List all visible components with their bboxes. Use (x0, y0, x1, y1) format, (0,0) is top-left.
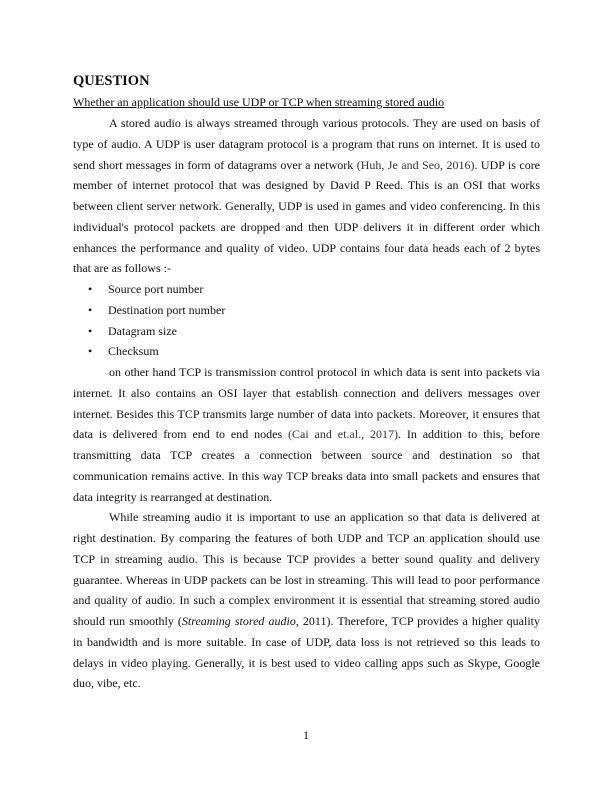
paragraph-1 (73, 113, 540, 279)
list-item (73, 321, 540, 342)
text-segment: data is delivered from end to end nodes (73, 427, 288, 442)
bullet-list (73, 279, 540, 362)
citation: (Cai and et.al., 2017) (288, 427, 398, 442)
text-line: member of internet protocol that was designed by David P Reed. This is an OSI that works (73, 178, 540, 193)
text-line: delays in video playing. Generally, it is best used to video calling apps such as Skype, Google (73, 655, 540, 670)
text-line: and quality of audio. In such a complex environment it is essential that streaming stored audio (73, 593, 540, 608)
italic-text: Streaming stored audio (181, 614, 296, 628)
text-segment: . UDP is core (474, 157, 541, 172)
bullet-icon: • (88, 344, 93, 359)
text-line: on other hand TCP is transmission control protocol in which data is sent into packets via (109, 365, 540, 379)
heading: QUESTION (73, 73, 150, 89)
text-line (73, 155, 540, 176)
text-line: between client server network. Generally, UDP is used in games and video conferencing. In this (73, 199, 540, 213)
text-line: duo, vibe, etc. (73, 676, 141, 691)
text-segment: send short messages in form of datagrams over a network (73, 157, 357, 172)
text-line: right destination. By comparing the features of both UDP and TCP an application should use (73, 531, 540, 545)
paragraph-3 (73, 507, 540, 694)
list-item-text: Source port number (108, 282, 204, 296)
page-number: 1 (303, 728, 309, 742)
text-line (73, 424, 540, 445)
text-line: individual's protocol packets are dropped and then UDP delivers it in different order which (73, 219, 540, 234)
citation: (Huh, Je and Seo, 2016) (356, 157, 475, 172)
paragraph-2 (73, 362, 540, 507)
text-segment: , 2011). Therefore, TCP provides a higher quality (295, 614, 540, 628)
list-item-text: Datagram size (108, 323, 177, 338)
text-line: internet. It also contains an OSI layer that establish connection and delivers messages over (73, 385, 540, 400)
text-line: enhances the performance and quality of video. UDP contains four data heads each of 2 bytes (73, 240, 540, 255)
list-item (73, 341, 540, 362)
list-item (73, 300, 540, 321)
list-item (73, 279, 540, 300)
text-line: guarantee. Whereas in UDP packets can be lost in streaming. This will lead to poor performance (73, 572, 540, 587)
bullet-icon: • (88, 282, 93, 296)
text-line: communication remains active. In this way TCP breaks data into small packets and ensures that (73, 468, 540, 483)
text-line: TCP in streaming audio. This is because TCP provides a better sound quality and delivery (73, 551, 540, 566)
text-line: While streaming audio it is important to use an application so that data is delivered at (109, 510, 540, 525)
subtitle: Whether an application should use UDP or TCP when streaming stored audio (73, 95, 445, 109)
text-line: data integrity is rearranged at destination. (73, 489, 273, 504)
text-line: in bandwidth and is more suitable. In case of UDP, data loss is not retrieved so this leads to (73, 634, 540, 649)
text-line: transmitting data TCP creates a connection between source and destination so that (73, 448, 540, 462)
bullet-icon: • (88, 323, 93, 338)
text-line: internet. Besides this TCP transmits large number of data into packets. Moreover, it ensures that (73, 406, 540, 421)
text-line: that are as follows :- (73, 261, 171, 276)
text-segment: should run smoothly ( (73, 614, 182, 628)
list-item-text: Destination port number (108, 302, 226, 317)
text-line: A stored audio is always streamed through various protocols. They are used on basis of (109, 116, 540, 130)
bullet-icon: • (88, 302, 93, 317)
list-item-text: Checksum (108, 344, 159, 359)
text-segment: . In addition to this, before (397, 427, 540, 442)
text-line: type of audio. A UDP is user datagram protocol is a program that runs on internet. It is used to (73, 136, 540, 151)
document-page (73, 70, 540, 694)
text-line (73, 611, 540, 632)
